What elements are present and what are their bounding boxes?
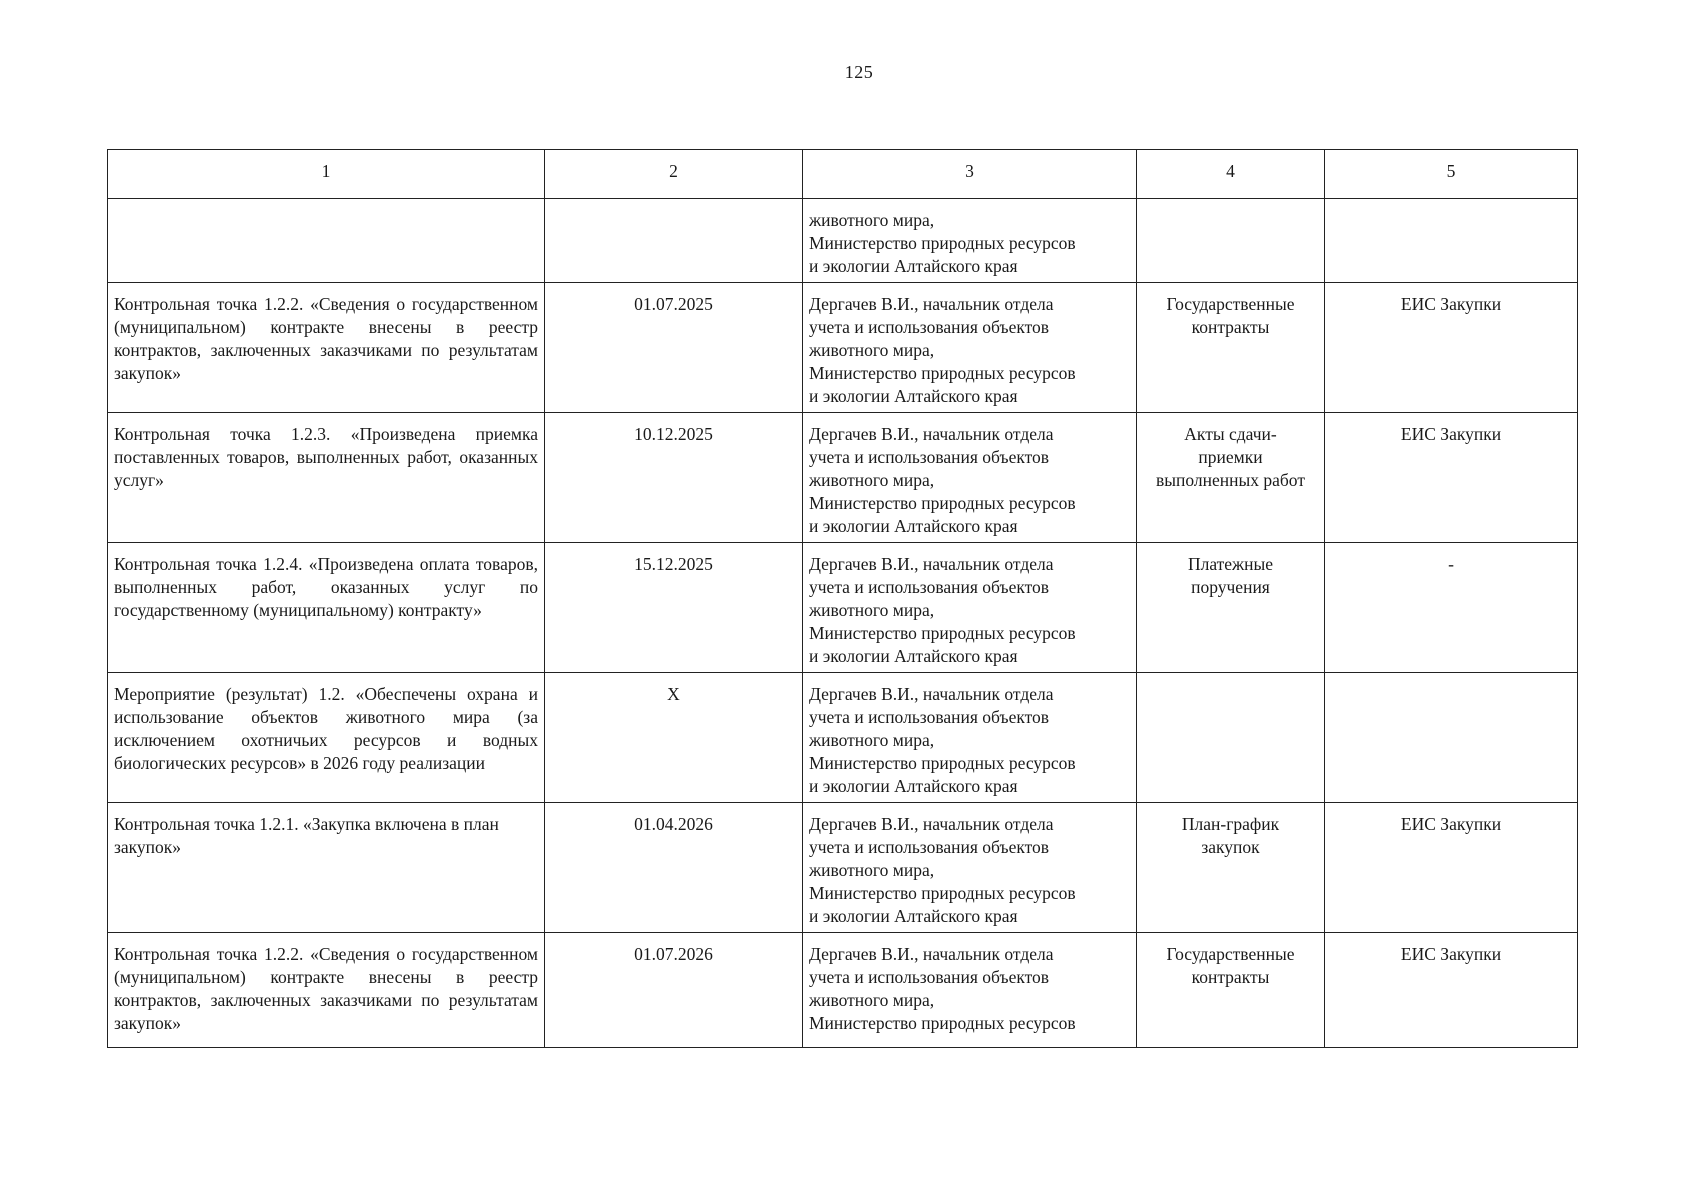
cell-responsible: Дергачев В.И., начальник отдела учета и использования объектов животного мира, Министерство природных ресурсов и экологии Алтайского края xyxy=(803,673,1137,803)
table-row xyxy=(108,673,1578,803)
header-cell-1: 1 xyxy=(108,150,545,199)
cell-event xyxy=(108,199,545,283)
cell-responsible: Дергачев В.И., начальник отдела учета и использования объектов животного мира, Министерство природных ресурсов и экологии Алтайского края xyxy=(803,283,1137,413)
cell-system: ЕИС Закупки xyxy=(1325,283,1578,413)
header-cell-5: 5 xyxy=(1325,150,1578,199)
cell-document: План-график закупок xyxy=(1137,803,1325,933)
cell-responsible: Дергачев В.И., начальник отдела учета и использования объектов животного мира, Министерство природных ресурсов xyxy=(803,933,1137,1048)
cell-system xyxy=(1325,199,1578,283)
cell-event: Контрольная точка 1.2.2. «Сведения о государственном (муниципальном) контракте внесены в реестр контрактов, заключенных заказчиками по результатам закупок» xyxy=(108,933,545,1048)
cell-document xyxy=(1137,673,1325,803)
table-row xyxy=(108,283,1578,413)
header-cell-2: 2 xyxy=(545,150,803,199)
cell-date: 15.12.2025 xyxy=(545,543,803,673)
plan-table xyxy=(107,149,1578,1048)
cell-responsible: животного мира, Министерство природных ресурсов и экологии Алтайского края xyxy=(803,199,1137,283)
cell-event: Контрольная точка 1.2.4. «Произведена оплата товаров, выполненных работ, оказанных услуг по государственному (муниципальному) контракту» xyxy=(108,543,545,673)
header-cell-4: 4 xyxy=(1137,150,1325,199)
cell-date: 01.04.2026 xyxy=(545,803,803,933)
cell-date xyxy=(545,199,803,283)
cell-event: Контрольная точка 1.2.3. «Произведена приемка поставленных товаров, выполненных работ, оказанных услуг» xyxy=(108,413,545,543)
page-number: 125 xyxy=(844,62,874,82)
table-row xyxy=(108,803,1578,933)
cell-system: - xyxy=(1325,543,1578,673)
cell-system: ЕИС Закупки xyxy=(1325,803,1578,933)
cell-system: ЕИС Закупки xyxy=(1325,413,1578,543)
cell-date: X xyxy=(545,673,803,803)
cell-responsible: Дергачев В.И., начальник отдела учета и использования объектов животного мира, Министерство природных ресурсов и экологии Алтайского края xyxy=(803,413,1137,543)
cell-date: 01.07.2025 xyxy=(545,283,803,413)
cell-event: Контрольная точка 1.2.2. «Сведения о государственном (муниципальном) контракте внесены в реестр контрактов, заключенных заказчиками по результатам закупок» xyxy=(108,283,545,413)
cell-responsible: Дергачев В.И., начальник отдела учета и использования объектов животного мира, Министерство природных ресурсов и экологии Алтайского края xyxy=(803,543,1137,673)
cell-date: 10.12.2025 xyxy=(545,413,803,543)
cell-responsible: Дергачев В.И., начальник отдела учета и использования объектов животного мира, Министерство природных ресурсов и экологии Алтайского края xyxy=(803,803,1137,933)
cell-system: ЕИС Закупки xyxy=(1325,933,1578,1048)
table-row xyxy=(108,199,1578,283)
table-row xyxy=(108,933,1578,1048)
cell-date: 01.07.2026 xyxy=(545,933,803,1048)
cell-document xyxy=(1137,199,1325,283)
table-header-row xyxy=(108,150,1578,199)
cell-event: Мероприятие (результат) 1.2. «Обеспечены охрана и использование объектов животного мира (за исключением охотничьих ресурсов и водных биологических ресурсов» в 2026 году реализации xyxy=(108,673,545,803)
cell-document: Государственные контракты xyxy=(1137,283,1325,413)
table-row xyxy=(108,413,1578,543)
cell-document: Акты сдачи- приемки выполненных работ xyxy=(1137,413,1325,543)
header-cell-3: 3 xyxy=(803,150,1137,199)
cell-event: Контрольная точка 1.2.1. «Закупка включена в план закупок» xyxy=(108,803,545,933)
cell-document: Государственные контракты xyxy=(1137,933,1325,1048)
table-row xyxy=(108,543,1578,673)
cell-system xyxy=(1325,673,1578,803)
cell-document: Платежные поручения xyxy=(1137,543,1325,673)
